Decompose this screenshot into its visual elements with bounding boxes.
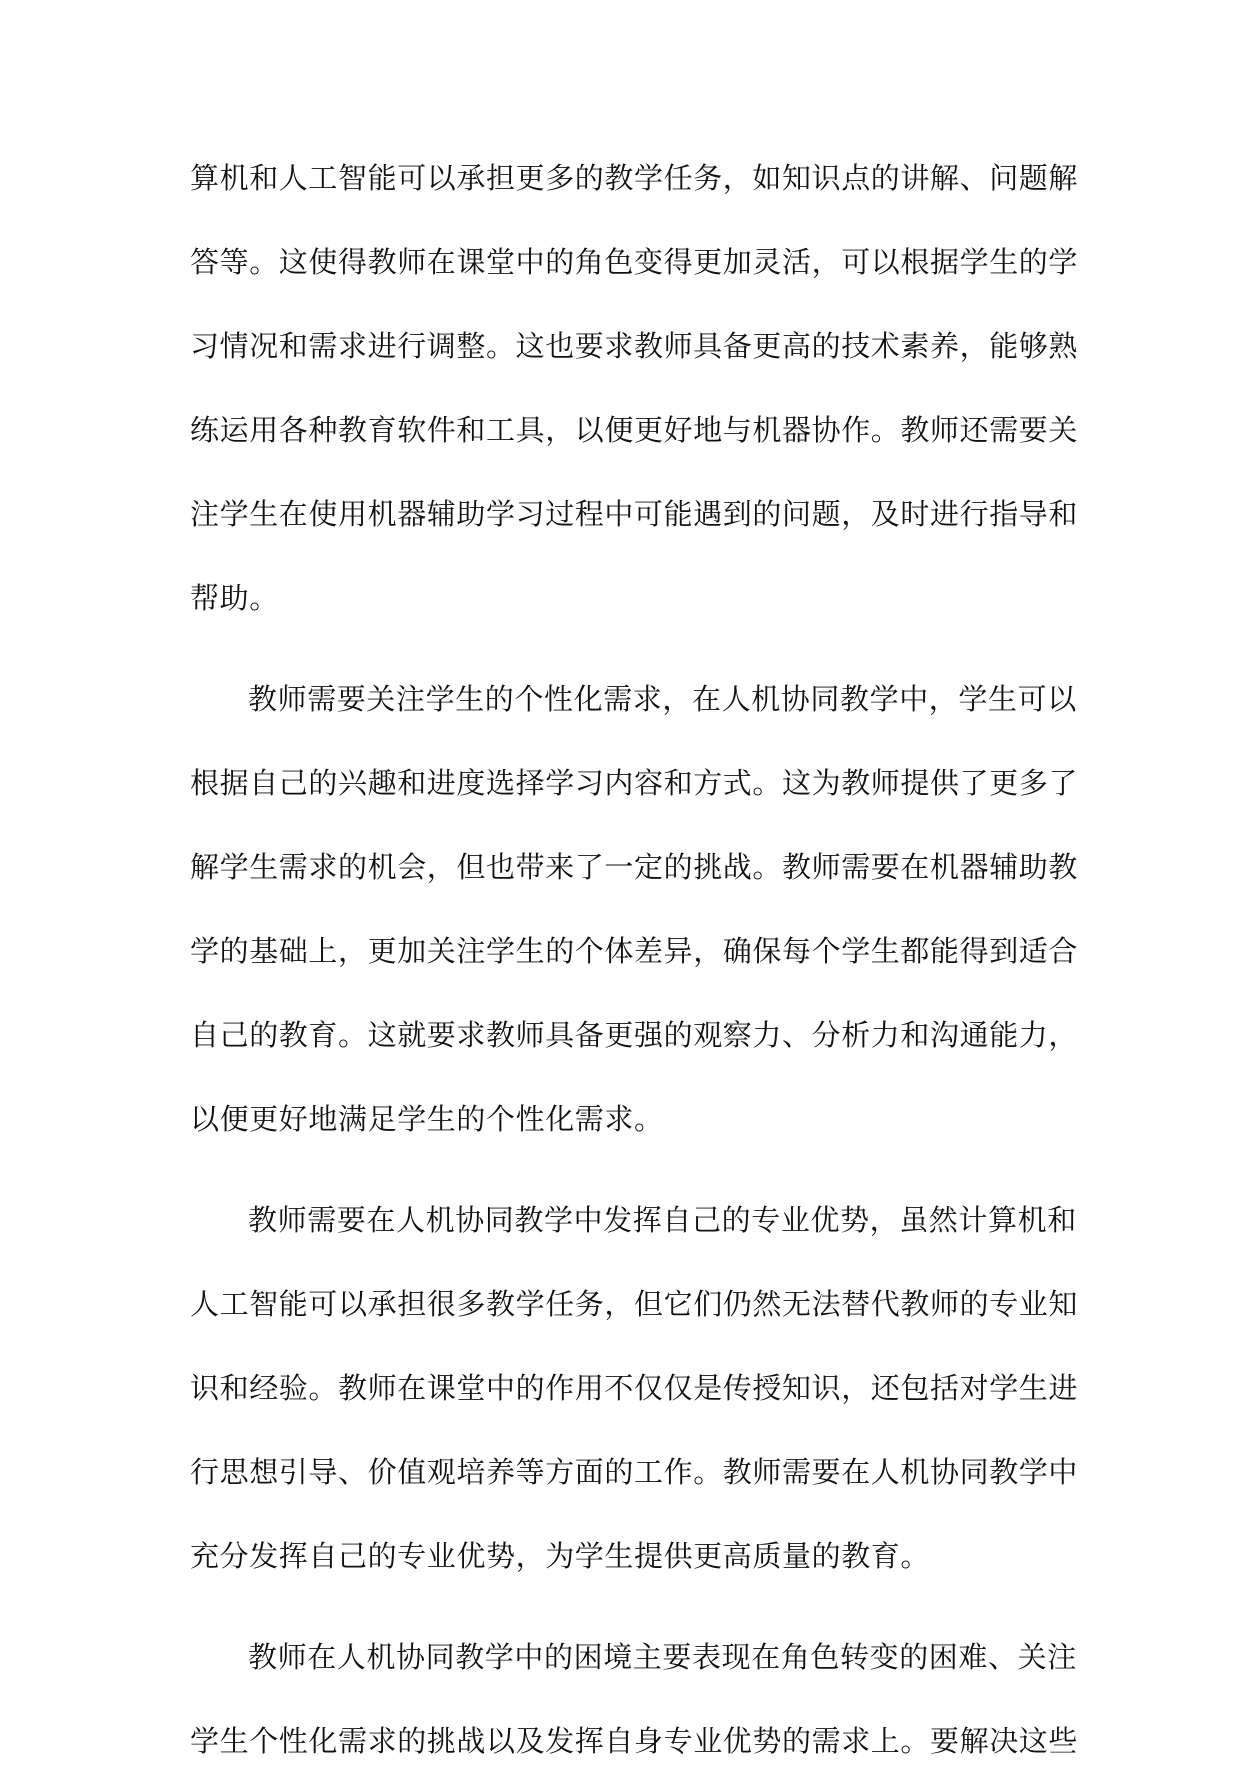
- paragraph-line: 充分发挥自己的专业优势，为学生提供更高质量的教育。: [190, 1539, 931, 1573]
- paragraph-line: 教师在人机协同教学中的困境主要表现在角色转变的困难、关注: [248, 1640, 1077, 1674]
- paragraph-line: 根据自己的兴趣和进度选择学习内容和方式。这为教师提供了更多了: [190, 766, 1079, 800]
- paragraph-line: 帮助。: [190, 581, 279, 615]
- document-body: [190, 136, 1079, 1783]
- paragraph-2: [190, 657, 1079, 1161]
- paragraph-line: 人工智能可以承担很多教学任务，但它们仍然无法替代教师的专业知: [190, 1287, 1079, 1321]
- paragraph-line: 练运用各种教育软件和工具，以便更好地与机器协作。教师还需要关: [190, 413, 1079, 447]
- paragraph-line: 算机和人工智能可以承担更多的教学任务，如知识点的讲解、问题解: [190, 161, 1079, 195]
- paragraph-line: 答等。这使得教师在课堂中的角色变得更加灵活，可以根据学生的学: [190, 245, 1079, 279]
- paragraph-line: 识和经验。教师在课堂中的作用不仅仅是传授知识，还包括对学生进: [190, 1371, 1079, 1405]
- paragraph-line: 学的基础上，更加关注学生的个体差异，确保每个学生都能得到适合: [190, 934, 1079, 968]
- paragraph-line: 行思想引导、价值观培养等方面的工作。教师需要在人机协同教学中: [190, 1455, 1079, 1489]
- paragraph-line: 教师需要在人机协同教学中发挥自己的专业优势，虽然计算机和: [248, 1203, 1077, 1237]
- paragraph-3: [190, 1178, 1079, 1598]
- paragraph-line: 学生个性化需求的挑战以及发挥自身专业优势的需求上。要解决这些: [190, 1724, 1079, 1758]
- paragraph-line: 解学生需求的机会，但也带来了一定的挑战。教师需要在机器辅助教: [190, 850, 1079, 884]
- paragraph-line: 注学生在使用机器辅助学习过程中可能遇到的问题，及时进行指导和: [190, 497, 1079, 531]
- paragraph-line: 自己的教育。这就要求教师具备更强的观察力、分析力和沟通能力，: [190, 1018, 1079, 1052]
- paragraph-line: 习情况和需求进行调整。这也要求教师具备更高的技术素养，能够熟: [190, 329, 1079, 363]
- paragraph-line: 以便更好地满足学生的个性化需求。: [190, 1102, 664, 1136]
- paragraph-1: [190, 136, 1079, 640]
- paragraph-4: [190, 1615, 1079, 1783]
- paragraph-line: 教师需要关注学生的个性化需求，在人机协同教学中，学生可以: [248, 682, 1077, 716]
